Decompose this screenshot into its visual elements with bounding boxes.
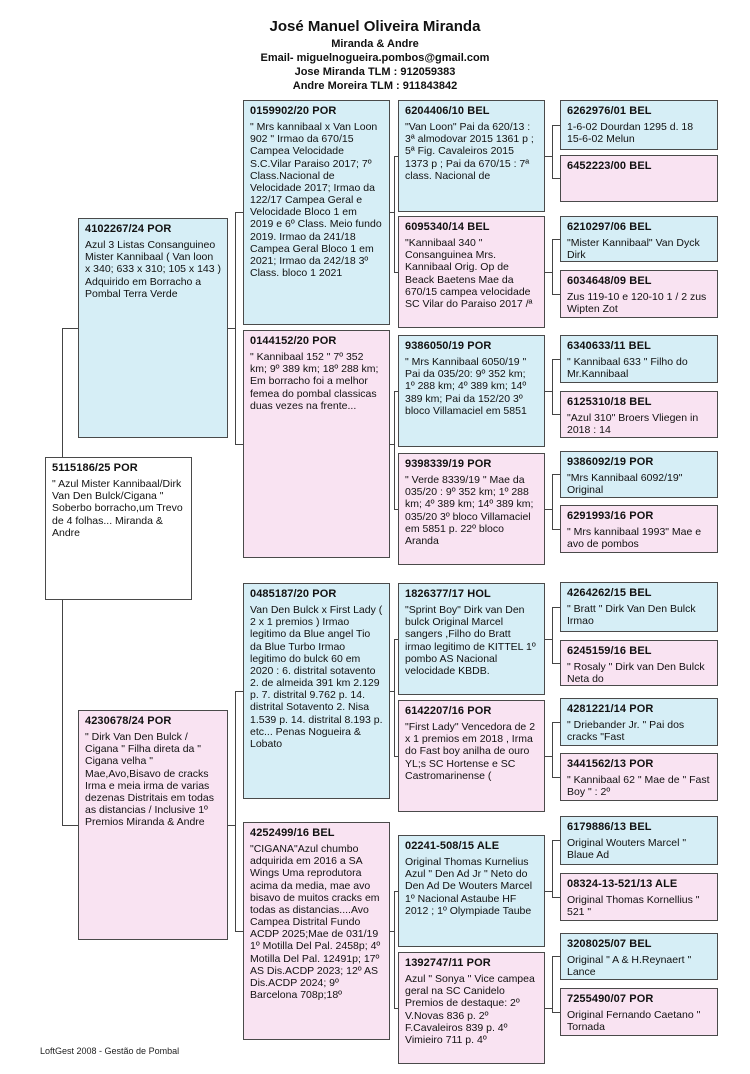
connector-line: [228, 328, 235, 329]
connector-line: [552, 125, 560, 126]
pigeon-notes: Azul " Sonya " Vice campea geral na SC Canidelo Premios de destaque: 2º V.Novas 836 p. 2º F.Cavaleiros 839 p. 4º Vimieiro 711 p. 4º: [405, 973, 535, 1046]
pigeon-notes: " Rosaly " Dirk van Den Bulck Neta do: [567, 661, 705, 686]
connector-line: [394, 156, 395, 272]
connector-line: [552, 840, 553, 897]
ring-number: 6179886/13 BEL: [567, 821, 652, 833]
ring-number: 6142207/16 POR: [405, 705, 492, 717]
connector-line: [552, 474, 553, 529]
connector-line: [552, 663, 560, 664]
pedigree-box-08324-13-521[interactable]: [560, 873, 718, 921]
pigeon-notes: " Mrs kannibaal 1993" Mae e avo de pombos: [567, 526, 702, 551]
connector-line: [552, 529, 560, 530]
ring-number: 4264262/15 BEL: [567, 587, 652, 599]
ring-number: 1392747/11 POR: [405, 957, 491, 969]
ring-number: 6245159/16 BEL: [567, 645, 652, 657]
pedigree-box-1826377[interactable]: [398, 583, 545, 695]
pedigree-box-4102267[interactable]: [78, 218, 228, 438]
pedigree-box-9386050[interactable]: [398, 335, 545, 447]
pigeon-notes: "First Lady" Vencedora de 2 x 1 premios em 2018 , Irma do Fast boy anilha de ouro YL;s SC Hortense e SC Castromarinense (: [405, 721, 536, 782]
ring-number: 9398339/19 POR: [405, 458, 492, 470]
connector-line: [552, 239, 560, 240]
pedigree-box-6179886[interactable]: [560, 816, 718, 865]
pigeon-notes: Zus 119-10 e 120-10 1 / 2 zus Wipten Zot: [567, 291, 707, 316]
pedigree-box-6340633[interactable]: [560, 335, 718, 383]
ring-number: 7255490/07 POR: [567, 993, 654, 1005]
connector-line: [552, 414, 560, 415]
pedigree-box-4264262[interactable]: [560, 582, 718, 632]
pigeon-notes: "Kannibaal 340 " Consanguinea Mrs. Kannibaal Orig. Op de Beack Baetens Mae da 670/15 campea velocidade SC Vilar do Paraiso 2017 /ª: [405, 237, 533, 310]
connector-line: [552, 777, 560, 778]
connector-line: [552, 956, 560, 957]
pigeon-notes: "Mister Kannibaal" Van Dyck Dirk: [567, 237, 700, 262]
ring-number: 9386050/19 POR: [405, 340, 492, 352]
pigeon-notes: "CIGANA"Azul chumbo adquirida em 2016 a SA Wings Uma reprodutora acima da media, mae avo bisavo de muitos cracks em todas as distancias....Avo Campea Distrital Fundo ACDP 2025;Mae de 031/19 1º Motilla Del Pal. 2458p; 4º Motilla Del Pal. 12491p; 17º AS Dis.ACDP 2023; 12º AS Dis.ACDP 2024; 9º Barcelona 708p;18º: [250, 843, 381, 1002]
pigeon-notes: " Bratt " Dirk Van Den Bulck Irmao: [567, 603, 696, 628]
connector-line: [552, 1012, 560, 1013]
pigeon-notes: " Mrs Kannibaal 6050/19 " Pai da 035/20: 9º 352 km; 1º 288 km; 4º 389 km; 14º 389 km; Pai da 152/20 3º bloco Villamaciel em 5851: [405, 356, 527, 417]
pigeon-notes: Original Fernando Caetano " Tornada: [567, 1009, 701, 1034]
ring-number: 3208025/07 BEL: [567, 938, 652, 950]
ring-number: 6291993/16 POR: [567, 510, 654, 522]
breeder-name: José Manuel Oliveira Miranda: [269, 18, 481, 35]
phone-line-1: Jose Miranda TLM : 912059383: [294, 66, 456, 78]
app-credit: LoftGest 2008 - Gestão de Pombal: [40, 1046, 180, 1056]
connector-line: [545, 156, 552, 157]
pigeon-notes: "Azul 310" Broers Vliegen in 2018 : 14: [567, 412, 699, 437]
pedigree-box-4281221[interactable]: [560, 698, 718, 746]
pigeon-notes: "Sprint Boy" Dirk van Den bulck Original Marcel sangers ,Filho do Bratt irmao legitimo de KITTEL 1º pombo AS Nacional velocidade KBDB.: [405, 604, 536, 677]
ring-number: 0485187/20 POR: [250, 588, 337, 600]
email-line: Email- miguelnogueira.pombos@gmail.com: [260, 52, 490, 64]
pedigree-box-3441562[interactable]: [560, 753, 718, 801]
pedigree-box-3208025[interactable]: [560, 933, 718, 980]
connector-line: [552, 722, 553, 777]
connector-line: [394, 391, 395, 509]
ring-number: 0159902/20 POR: [250, 105, 337, 117]
pigeon-notes: Van Den Bulck x First Lady ( 2 x 1 premios ) Irmao legitimo da Blue angel Tio da Blue Turbo Irmao legitimo do bulck 60 em 2020 : 6. distrital sotavento 2. de almeida 391 km 2.129 p. 7. distrital 9.762 p. 14. distrital Sotavento 2. Nisa 1.539 p. 14. distrital 8.193 p. etc... Penas Nogueira & Lobato: [250, 604, 383, 750]
pigeon-notes: " Kannibaal 152 " 7º 352 km; 9º 389 km; 18º 288 km; Em borracho foi a melhor femea do pombal classicas duas vezes na frente...: [250, 351, 379, 412]
pedigree-box-6245159[interactable]: [560, 640, 718, 686]
pedigree-box-6204406[interactable]: [398, 100, 545, 212]
ring-number: 6034648/09 BEL: [567, 275, 652, 287]
pigeon-notes: Original " A & H.Reynaert " Lance: [567, 954, 692, 979]
pigeon-notes: "Van Loon" Pai da 620/13 : 3ª almodovar 2015 1361 p ; 5ª Fig. Cavaleiros 2015 1373 p ; Pai da 670/15 : 7ª class. Nacional de: [405, 121, 534, 182]
pedigree-box-6210297[interactable]: [560, 216, 718, 262]
connector-line: [62, 328, 78, 329]
connector-line: [552, 840, 560, 841]
connector-line: [235, 931, 243, 932]
pedigree-box-0144152[interactable]: [243, 330, 390, 558]
connector-line: [545, 272, 552, 273]
pedigree-box-6125310[interactable]: [560, 391, 718, 438]
connector-line: [235, 691, 243, 692]
connector-line: [545, 1008, 552, 1009]
connector-line: [552, 722, 560, 723]
ring-number: 6210297/06 BEL: [567, 221, 652, 233]
pigeon-notes: "Mrs Kannibaal 6092/19" Original: [567, 472, 683, 497]
ring-number: 4102267/24 POR: [85, 223, 172, 235]
connector-line: [235, 212, 236, 444]
pigeon-notes: " Kannibaal 62 " Mae de " Fast Boy " : 2º: [567, 774, 710, 799]
connector-line: [552, 956, 553, 1012]
pedigree-box-6095340[interactable]: [398, 216, 545, 328]
connector-line: [545, 509, 552, 510]
ring-number: 4252499/16 BEL: [250, 827, 335, 839]
pedigree-box-6142207[interactable]: [398, 700, 545, 812]
ring-number: 9386092/19 POR: [567, 456, 654, 468]
connector-line: [552, 239, 553, 294]
ring-number: 6125310/18 BEL: [567, 396, 652, 408]
connector-line: [552, 474, 560, 475]
ring-number: 6340633/11 BEL: [567, 340, 651, 352]
pedigree-box-02241-508[interactable]: [398, 835, 545, 947]
pigeon-notes: " Kannibaal 633 " Filho do Mr.Kannibaal: [567, 356, 688, 381]
connector-line: [552, 125, 553, 178]
connector-line: [545, 639, 552, 640]
pigeon-notes: " Driebander Jr. " Pai dos cracks "Fast: [567, 719, 685, 744]
connector-line: [552, 897, 560, 898]
pigeon-notes: Azul 3 Listas Consanguineo Mister Kannibaal ( Van loon x 340; 633 x 310; 105 x 143 ) Adquirido em Borracho a Pombal Terra Verde: [85, 239, 222, 300]
pigeon-notes: Original Thomas Kornellius " 521 ": [567, 894, 700, 919]
ring-number: 6262976/01 BEL: [567, 105, 652, 117]
ring-number: 1826377/17 HOL: [405, 588, 491, 600]
ring-number: 02241-508/15 ALE: [405, 840, 500, 852]
ring-number: 3441562/13 POR: [567, 758, 654, 770]
pigeon-notes: 1-6-02 Dourdan 1295 d. 18 15-6-02 Melun: [567, 121, 694, 146]
pigeon-notes: " Verde 8339/19 " Mae da 035/20 : 9º 352 km; 1º 288 km; 4º 389 km; 14º 389 km; 035/20 3º bloco Villamaciel em 5851 p. 22º bloco Aranda: [405, 474, 534, 547]
pedigree-box-4230678[interactable]: [78, 710, 228, 940]
pedigree-box-1392747[interactable]: [398, 952, 545, 1064]
pedigree-box-5115186[interactable]: [45, 457, 192, 600]
connector-line: [228, 825, 235, 826]
connector-line: [235, 691, 236, 931]
pedigree-box-6262976[interactable]: [560, 100, 718, 150]
connector-line: [62, 825, 78, 826]
connector-line: [552, 178, 560, 179]
connector-line: [235, 444, 243, 445]
connector-line: [394, 891, 395, 1008]
pigeon-notes: Original Thomas Kurnelius Azul " Den Ad Jr " Neto do Den Ad De Wouters Marcel 1º Nacional Astaube HF 2012 ; 1º Olympiade Taube: [405, 856, 533, 917]
connector-line: [545, 391, 552, 392]
ring-number: 6452223/00 BEL: [567, 160, 652, 172]
loft-name: Miranda & Andre: [331, 38, 419, 50]
pigeon-notes: " Dirk Van Den Bulck / Cigana " Filha direta da " Cigana velha " Mae,Avo,Bisavo de cracks Irma e meia irma de varias dezenas Distritais em todas as distancias / Inclusive 1º Premios Miranda & Andre: [85, 731, 214, 829]
ring-number: 4230678/24 POR: [85, 715, 172, 727]
pedigree-box-6291993[interactable]: [560, 505, 718, 553]
pigeon-notes: " Mrs kannibaal x Van Loon 902 " Irmao da 670/15 Campea Velocidade S.C.Vilar Paraiso 2017; 7º Class.Nacional de Velocidade 2017; Irmao da 122/17 Campea Geral e Velocidade Bloco 1 em 2019 e 6º Class. Meio fundo 2019. Irmao da 241/18 Campea Geral Bloco 1 em 2021; Irmao da 242/18 3º Class. bloco 1 2021: [250, 121, 382, 280]
connector-line: [552, 607, 560, 608]
pigeon-notes: " Azul Mister Kannibaal/Dirk Van Den Bulck/Cigana " Soberbo borracho,um Trevo de 4 folhas... Miranda & Andre: [52, 478, 183, 539]
pedigree-box-0159902[interactable]: [243, 100, 390, 325]
pedigree-box-9398339[interactable]: [398, 453, 545, 565]
ring-number: 0144152/20 POR: [250, 335, 337, 347]
pedigree-box-9386092[interactable]: [560, 451, 718, 498]
ring-number: 6204406/10 BEL: [405, 105, 490, 117]
ring-number: 5115186/25 POR: [52, 462, 138, 474]
connector-line: [545, 756, 552, 757]
ring-number: 08324-13-521/13 ALE: [567, 878, 678, 890]
pedigree-box-6034648[interactable]: [560, 270, 718, 318]
connector-line: [552, 607, 553, 663]
connector-line: [552, 359, 560, 360]
phone-line-2: Andre Moreira TLM : 911843842: [292, 80, 458, 92]
ring-number: 6095340/14 BEL: [405, 221, 490, 233]
pedigree-box-4252499[interactable]: [243, 822, 390, 1040]
connector-line: [552, 294, 560, 295]
pigeon-notes: Original Wouters Marcel " Blaue Ad: [567, 837, 687, 862]
connector-line: [552, 359, 553, 414]
ring-number: 4281221/14 POR: [567, 703, 654, 715]
pedigree-box-0485187[interactable]: [243, 583, 390, 799]
pedigree-box-6452223[interactable]: [560, 155, 718, 202]
connector-line: [394, 639, 395, 756]
connector-line: [545, 891, 552, 892]
connector-line: [235, 212, 243, 213]
pedigree-box-7255490[interactable]: [560, 988, 718, 1036]
